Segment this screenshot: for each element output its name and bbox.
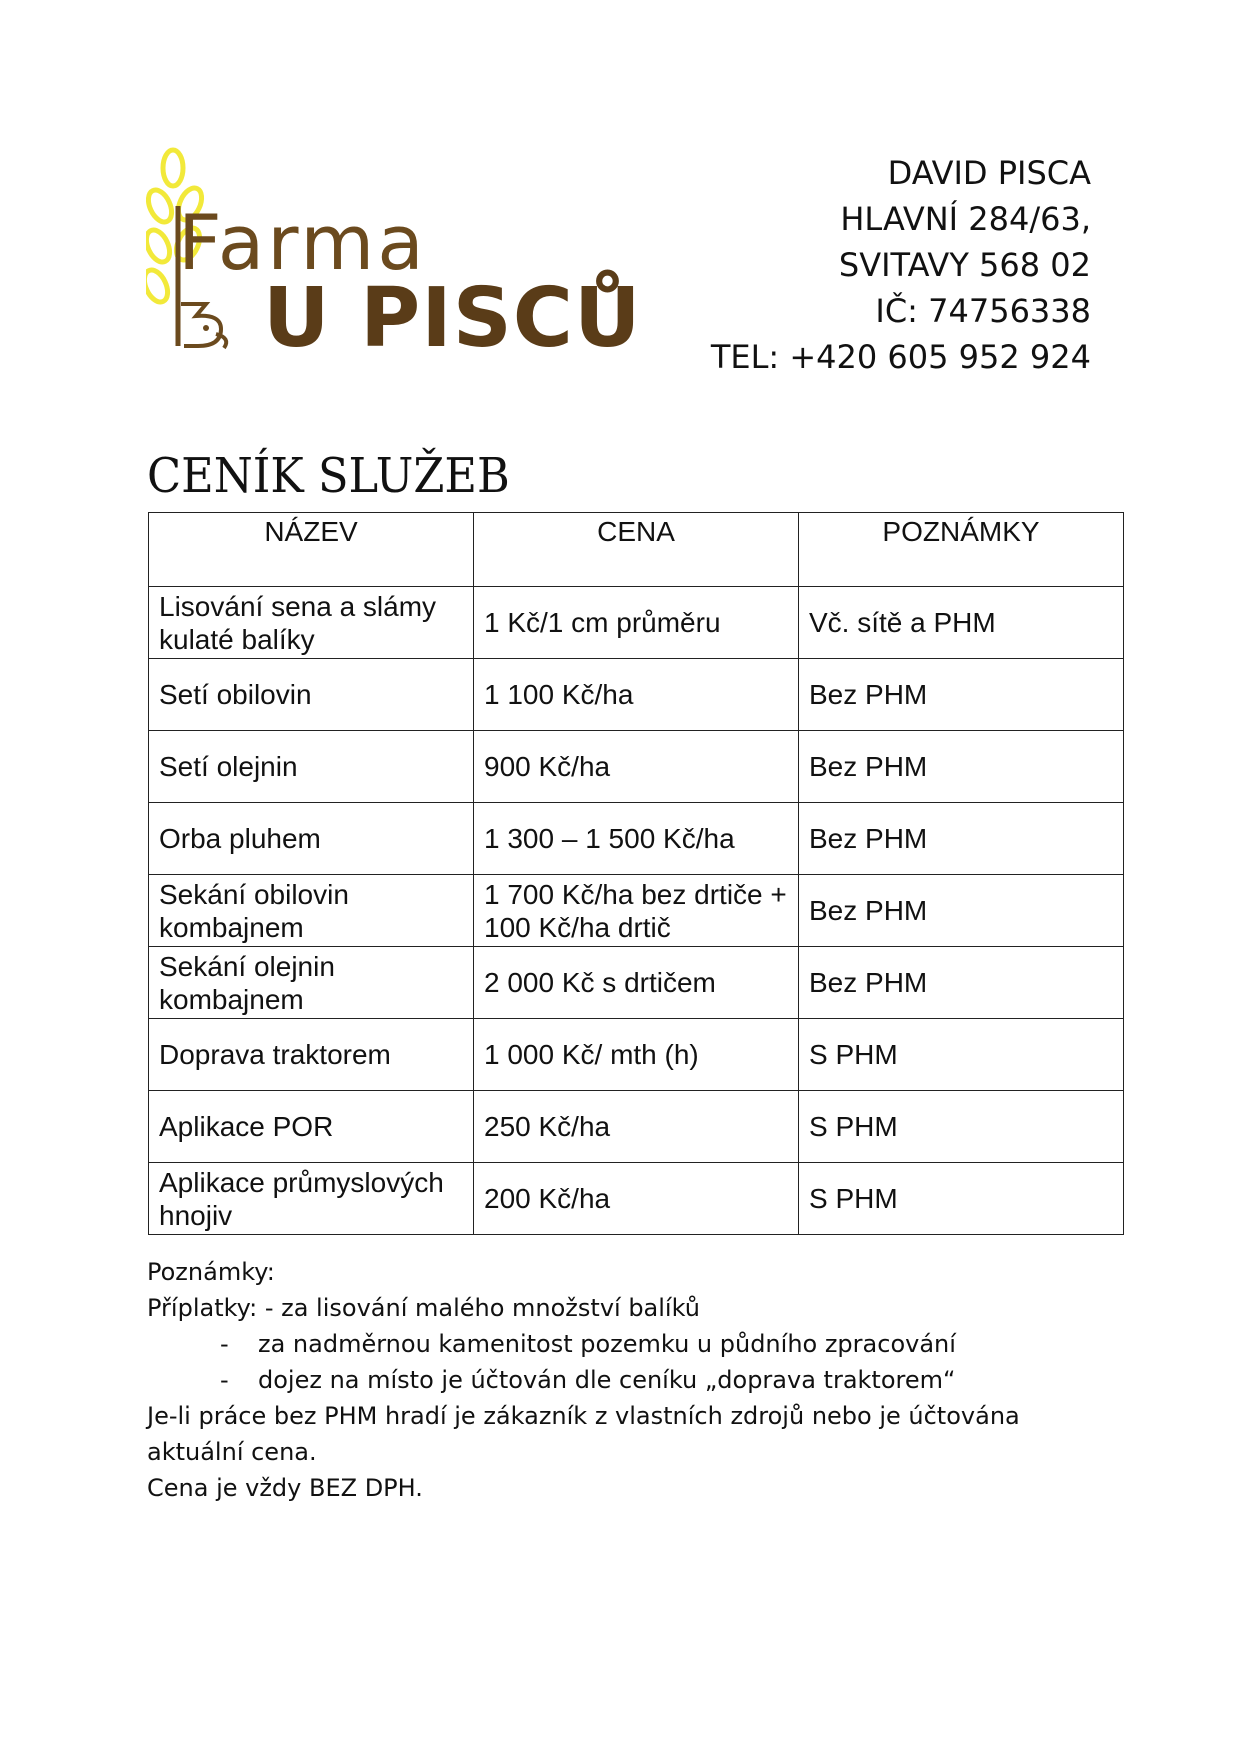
- service-note: S PHM: [799, 1091, 1124, 1163]
- service-name: Setí obilovin: [149, 659, 474, 731]
- table-row: [149, 803, 1124, 875]
- contact-phone: TEL: +420 605 952 924: [710, 338, 1091, 376]
- list-item: [147, 1326, 1107, 1362]
- service-note: S PHM: [799, 1163, 1124, 1235]
- service-name: Lisování sena a slámy kulaté balíky: [149, 587, 474, 659]
- price-table: [148, 512, 1124, 1235]
- table-row: [149, 587, 1124, 659]
- contact-city: SVITAVY 568 02: [838, 246, 1091, 284]
- service-price: 200 Kč/ha: [474, 1163, 799, 1235]
- service-name: Doprava traktorem: [149, 1019, 474, 1091]
- phm-note: Je-li práce bez PHM hradí je zákazník z vlastních zdrojů nebo je účtována aktuální cena.: [147, 1402, 1020, 1466]
- page-title: CENÍK SLUŽEB: [147, 448, 510, 504]
- service-price: 1 700 Kč/ha bez drtiče + 100 Kč/ha drtič: [474, 875, 799, 947]
- contact-block: [631, 150, 1091, 380]
- bullet-text: za nadměrnou kamenitost pozemku u půdního zpracování: [258, 1330, 956, 1358]
- table-row: [149, 1019, 1124, 1091]
- logo-farma-text: Farma: [178, 198, 427, 287]
- table-row: [149, 659, 1124, 731]
- service-name: Orba pluhem: [149, 803, 474, 875]
- service-name: Setí olejnin: [149, 731, 474, 803]
- notes-heading: Poznámky:: [147, 1258, 275, 1286]
- table-row: [149, 1163, 1124, 1235]
- service-note: Bez PHM: [799, 731, 1124, 803]
- notes-section: [147, 1254, 1107, 1506]
- bullet-dash: -: [220, 1366, 229, 1394]
- service-name: Aplikace POR: [149, 1091, 474, 1163]
- vat-note: Cena je vždy BEZ DPH.: [147, 1474, 423, 1502]
- table-row: [149, 947, 1124, 1019]
- service-price: 900 Kč/ha: [474, 731, 799, 803]
- service-note: Bez PHM: [799, 803, 1124, 875]
- logo-u-piscu-text: U PISCŮ: [263, 271, 642, 366]
- bullet-dash: -: [220, 1330, 229, 1358]
- contact-ic: IČ: 74756338: [875, 292, 1091, 330]
- surcharges-line: Příplatky: - za lisování malého množství balíků: [147, 1294, 700, 1322]
- contact-name: DAVID PISCA: [887, 154, 1091, 192]
- service-name: Aplikace průmyslových hnojiv: [149, 1163, 474, 1235]
- pig-icon: [176, 294, 246, 354]
- table-row: [149, 731, 1124, 803]
- service-price: 2 000 Kč s drtičem: [474, 947, 799, 1019]
- table-header-row: [149, 513, 1124, 587]
- contact-street: HLAVNÍ 284/63,: [840, 200, 1091, 238]
- bullet-text: dojez na místo je účtován dle ceníku „doprava traktorem“: [258, 1366, 956, 1394]
- table-row: [149, 1091, 1124, 1163]
- header-poznamky: POZNÁMKY: [799, 513, 1124, 587]
- header-cena: CENA: [474, 513, 799, 587]
- service-note: Bez PHM: [799, 875, 1124, 947]
- service-price: 1 100 Kč/ha: [474, 659, 799, 731]
- service-price: 1 Kč/1 cm průměru: [474, 587, 799, 659]
- service-price: 1 300 – 1 500 Kč/ha: [474, 803, 799, 875]
- service-note: Bez PHM: [799, 659, 1124, 731]
- service-price: 250 Kč/ha: [474, 1091, 799, 1163]
- service-note: Bez PHM: [799, 947, 1124, 1019]
- service-name: Sekání obilovin kombajnem: [149, 875, 474, 947]
- service-name: Sekání olejnin kombajnem: [149, 947, 474, 1019]
- service-note: Vč. sítě a PHM: [799, 587, 1124, 659]
- service-note: S PHM: [799, 1019, 1124, 1091]
- table-row: [149, 875, 1124, 947]
- list-item: [147, 1362, 1107, 1398]
- service-price: 1 000 Kč/ mth (h): [474, 1019, 799, 1091]
- header-nazev: NÁZEV: [149, 513, 474, 587]
